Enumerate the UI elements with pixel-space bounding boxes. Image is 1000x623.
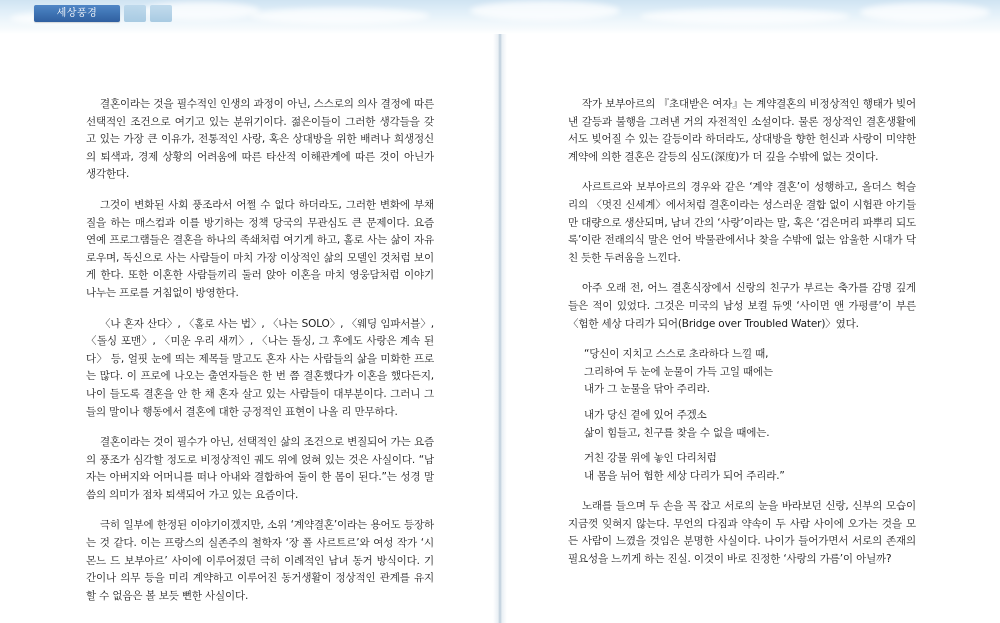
cloud-shape (250, 8, 430, 24)
quoted-song-lyrics (568, 346, 916, 485)
verse-line: 내가 당신 곁에 있어 주겠소 (584, 408, 707, 421)
paragraph: 결혼이라는 것을 필수적인 인생의 과정이 아닌, 스스로의 의사 결정에 따른 선택적인 조건으로 여기고 있는 분위기이다. 젊은이들이 그러한 생각들을 갖고 있는 가장 큰 이유가, 전통적인 사랑, 혹은 상대방을 위한 배려나 희생정신의 퇴색과, 경제 상황의 어려움에 따른 타산적 이해관계에 따른 것이 아닌가 생각한다. (86, 98, 434, 181)
book-gutter (493, 34, 507, 623)
verse-line: 그리하여 두 눈에 눈물이 가득 고일 때에는 (584, 365, 774, 378)
verse-gap (584, 399, 916, 407)
verse-line: “당신이 지치고 스스로 초라하다 느낄 때, (584, 348, 769, 361)
paragraph: 그것이 변화된 사회 풍조라서 어쩔 수 없다 하더라도, 그러한 변화에 부채질을 하는 매스컴과 이를 방기하는 정책 당국의 무관심도 큰 문제이다. 요즘 연예 프로그램들은 결혼을 하나의 족쇄처럼 여기게 하고, 홀로 사는 삶이 자유로우며, 독신으로 사는 사람들이 마치 가장 이상적인 삶의 모델인 것처럼 보이게 한다. 또한 이혼한 사람들끼리 둘러 앉아 이혼을 마치 영웅담처럼 이야기 나누는 프로를 거침없이 방영한다. (86, 198, 434, 299)
verse-line: 삶이 힘들고, 친구를 찾을 수 없을 때에는. (584, 426, 770, 439)
verse-line: 거친 강물 위에 놓인 다리처럼 (584, 452, 717, 465)
section-tab: 세상풍경 (34, 5, 120, 22)
paragraph: 〈나 혼자 산다〉, 〈홀로 사는 법〉, 〈나는 SOLO〉, 〈웨딩 임파서블〉, 〈돌싱 포맨〉, 〈미운 우리 새끼〉, 〈나는 돌싱, 그 후에도 사랑은 계속 된다〉 등, 얼핏 눈에 띄는 제목들 말고도 혼자 사는 사람들의 삶을 미화한 프로는 많다. 이 프로에 나오는 출연자들은 한 번 쯤 결혼했다가 이혼을 했다든지, 나이 들도록 결혼을 안 한 채 혼자 살고 있는 사람들이 대부분이다. 그러니 그들의 말이나 행동에서 결혼에 대한 긍정적인 표현이 나올 리 만무하다. (86, 317, 434, 418)
paragraph: 아주 오래 전, 어느 결혼식장에서 신랑의 친구가 부르는 축가를 감명 깊게 들은 적이 있었다. 그것은 미국의 남성 보컬 듀엣 ‘사이먼 앤 가펑클’이 부른 〈험한 세상 다리가 되어(Bridge over Troubled Water)〉였다. (568, 282, 916, 330)
left-page-text-column (86, 96, 434, 618)
book-spread (0, 34, 1000, 623)
paragraph: 노래를 들으며 두 손을 꼭 잡고 서로의 눈을 바라보던 신랑, 신부의 모습이 지금껏 잊혀지 않는다. 무언의 다짐과 약속이 두 사람 사이에 오가는 것을 모든 사람이 느꼈을 것임은 분명한 사실이다. 나이가 들어가면서 서로의 존재의 필요성을 느끼게 하는 진실. 이것이 바로 진정한 ‘사랑의 가름’이 아닐까? (568, 500, 916, 566)
paragraph: 작가 보부아르의 『초대받은 여자』는 계약결혼의 비정상적인 행태가 빚어낸 갈등과 불행을 그려낸 거의 자전적인 소설이다. 물론 정상적인 결혼생활에서도 빚어질 수 있는 갈등이라 하더라도, 상대방을 향한 헌신과 사랑이 미약한 계약에 의한 결혼은 갈등의 심도(深度)가 더 깊을 수밖에 없는 것이다. (568, 98, 916, 163)
verse-gap (584, 442, 916, 450)
cloud-shape (860, 3, 990, 22)
verse-line: 내가 그 눈물을 닦아 주리라. (584, 383, 710, 396)
cloud-shape (640, 9, 850, 24)
verse-line: 내 몸을 뉘어 험한 세상 다리가 되어 주리라.” (584, 469, 785, 482)
cloud-shape (470, 1, 620, 21)
paragraph: 극히 일부에 한정된 이야기이겠지만, 소위 ‘계약결혼’이라는 용어도 등장하는 것 같다. 이는 프랑스의 실존주의 철학자 ‘장 폴 사르트르’와 여성 작가 ‘시몬느 드 보부아르’ 사이에 이루어졌던 극히 이례적인 남녀 동거 방식이다. 기간이나 의무 등을 미리 계약하고 이루어진 동거생활이 정상적인 관계를 유지할 수 없음은 볼 보듯 뻔한 사실이다. (86, 519, 434, 602)
right-page-text-column (568, 96, 916, 582)
section-tab-decor-2 (150, 5, 172, 22)
section-tab-decor-1 (124, 5, 146, 22)
paragraph: 사르트르와 보부아르의 경우와 같은 ‘계약 결혼’이 성행하고, 올더스 헉슬리의 〈멋진 신세계〉에서처럼 결혼이라는 성스러운 결합 없이 시험관 아기들만 대량으로 생산되며, 남녀 간의 ‘사랑’이라는 말, 혹은 ‘검은머리 파뿌리 되도록’이란 전래의식 말은 언어 박물관에서나 찾을 수밖에 없는 암울한 시대가 닥친 듯한 두려움을 느낀다. (568, 181, 916, 264)
paragraph: 결혼이라는 것이 필수가 아닌, 선택적인 삶의 조건으로 변질되어 가는 요즘의 풍조가 심각할 정도로 비정상적인 궤도 위에 얹혀 있는 것은 사실이다. “남자는 아버지와 어머니를 떠나 아내와 결합하여 둘이 한 몸이 된다.”는 성경 말씀의 의미가 점차 퇴색되어 가고 있는 요즘이다. (86, 436, 434, 501)
